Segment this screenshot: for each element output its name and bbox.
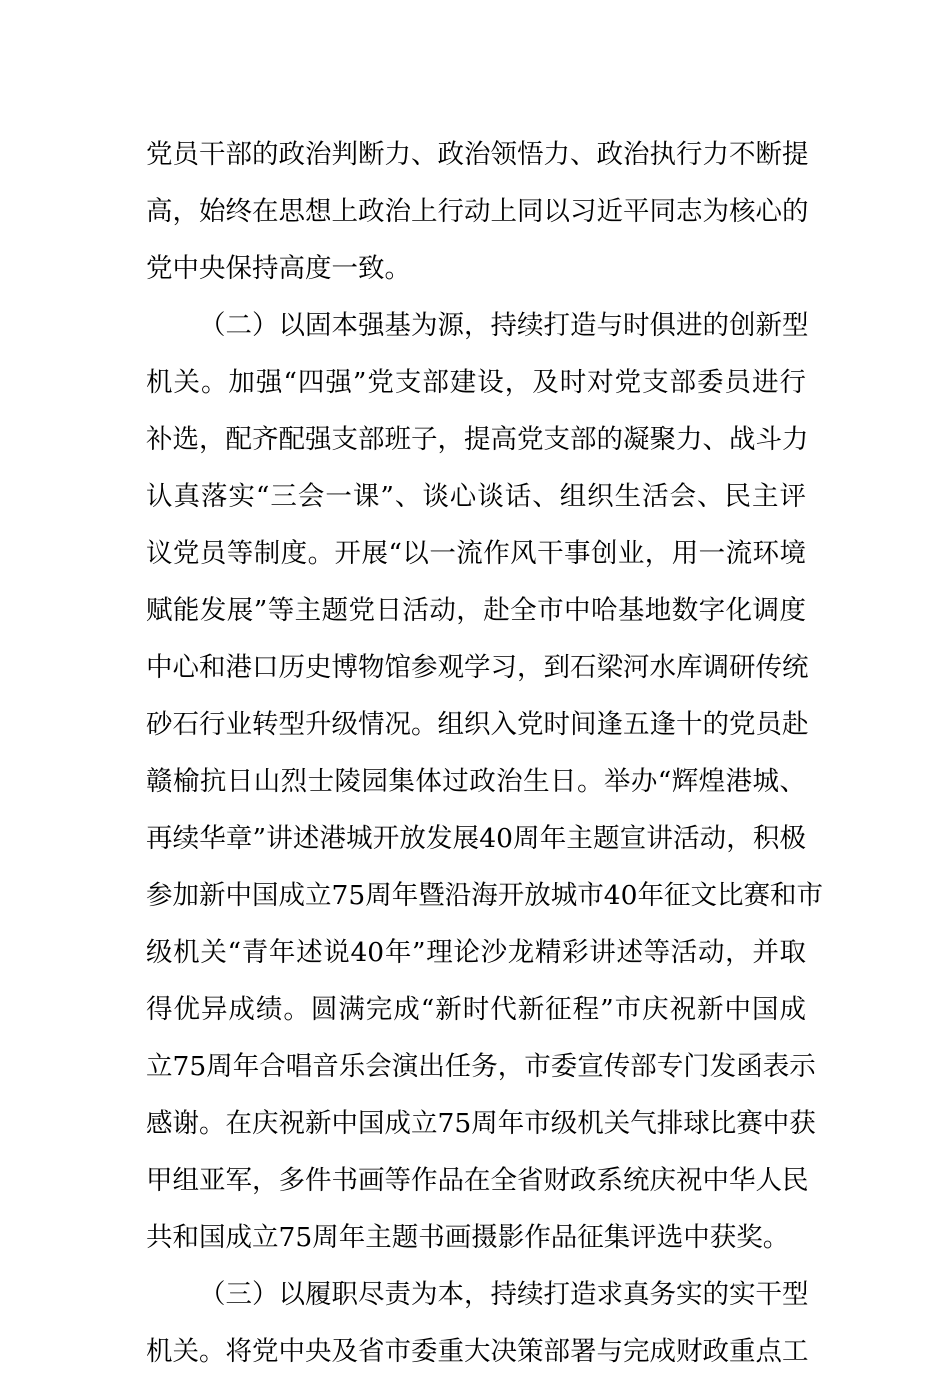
text-line: 赣榆抗日山烈士陵园集体过政治生日。举办“辉煌港城、 (146, 766, 806, 797)
section-heading-line: （三）以履职尽责为本，持续打造求真务实的实干型 (199, 1279, 809, 1310)
text-line: 立75周年合唱音乐会演出任务，市委宣传部专门发函表示 (146, 1051, 816, 1082)
text-line: 认真落实“三会一课”、谈心谈话、组织生活会、民主评 (146, 481, 806, 512)
text-line: 共和国成立75周年主题书画摄影作品征集评选中获奖。 (146, 1222, 790, 1253)
text-line: 得优异成绩。圆满完成“新时代新征程”市庆祝新中国成 (146, 994, 806, 1025)
section-heading-line: （二）以固本强基为源，持续打造与时俱进的创新型 (199, 310, 809, 341)
text-line: 党中央保持高度一致。 (146, 253, 411, 284)
text-line: 党员干部的政治判断力、政治领悟力、政治执行力不断提 (146, 139, 809, 170)
text-line: 参加新中国成立75周年暨沿海开放城市40年征文比赛和市 (146, 880, 823, 911)
text-line: 甲组亚军，多件书画等作品在全省财政系统庆祝中华人民 (146, 1165, 809, 1196)
text-line: 赋能发展”等主题党日活动，赴全市中哈基地数字化调度 (146, 595, 806, 626)
text-line: 机关。将党中央及省市委重大决策部署与完成财政重点工 (146, 1336, 809, 1367)
text-line: 级机关“青年述说40年”理论沙龙精彩讲述等活动，并取 (146, 937, 806, 968)
text-line: 高，始终在思想上政治上行动上同以习近平同志为核心的 (146, 196, 809, 227)
text-line: 中心和港口历史博物馆参观学习，到石梁河水库调研传统 (146, 652, 809, 683)
text-line: 再续华章”讲述港城开放发展40周年主题宣讲活动，积极 (146, 823, 806, 854)
body-text (146, 126, 823, 1380)
text-line: 砂石行业转型升级情况。组织入党时间逢五逢十的党员赴 (146, 709, 809, 740)
text-line: 补选，配齐配强支部班子，提高党支部的凝聚力、战斗力 (146, 424, 809, 455)
text-line: 机关。加强“四强”党支部建设，及时对党支部委员进行 (146, 367, 806, 398)
text-line: 感谢。在庆祝新中国成立75周年市级机关气排球比赛中获 (146, 1108, 816, 1139)
text-line: 议党员等制度。开展“以一流作风干事创业，用一流环境 (146, 538, 806, 569)
